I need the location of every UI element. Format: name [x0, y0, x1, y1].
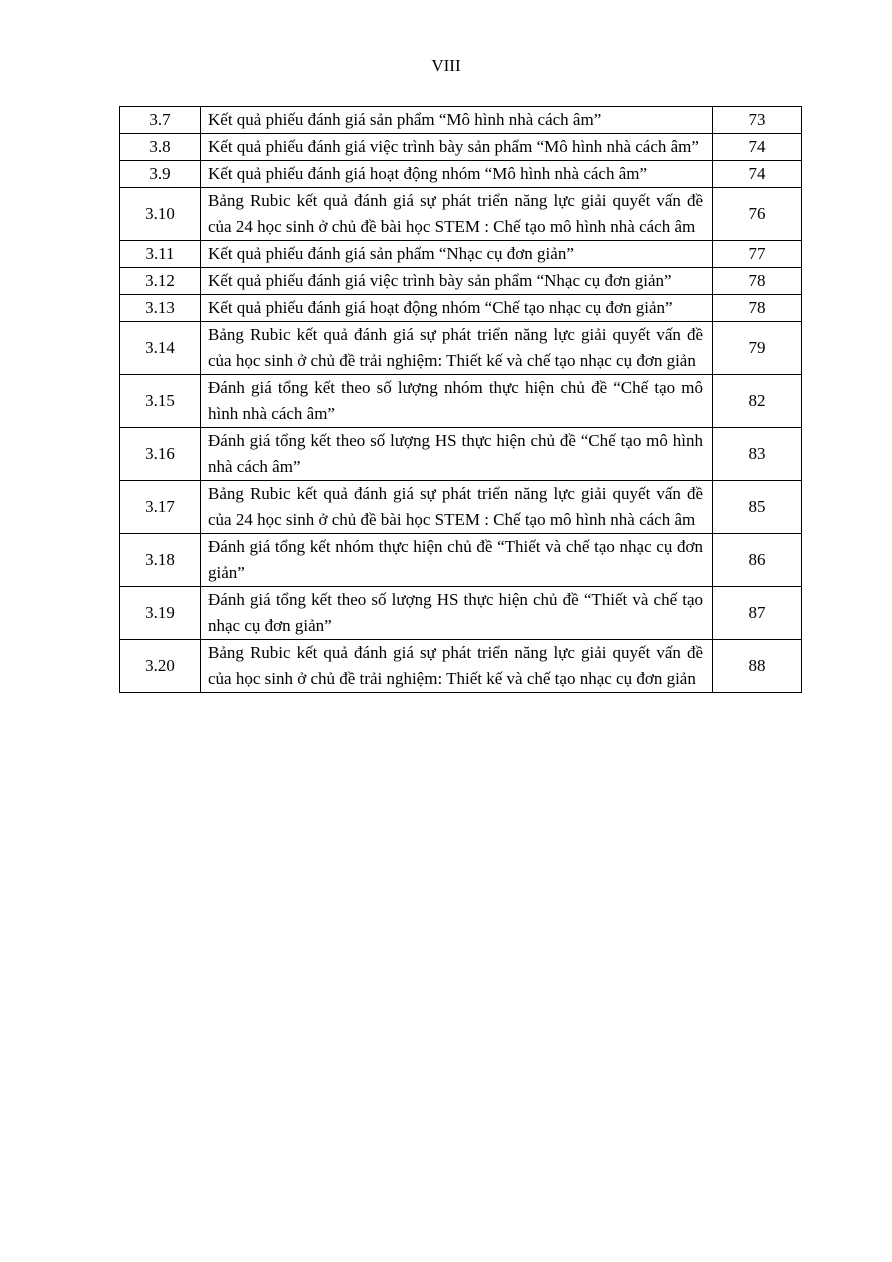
table-number: 3.19 — [120, 587, 201, 640]
table-title: Đánh giá tổng kết theo số lượng nhóm thực hiện chủ đề “Chế tạo mô hình nhà cách âm” — [201, 375, 713, 428]
table-row — [120, 295, 802, 322]
page-ref: 83 — [713, 428, 802, 481]
table-row — [120, 188, 802, 241]
table-row — [120, 640, 802, 693]
table-number: 3.7 — [120, 107, 201, 134]
page-ref: 74 — [713, 134, 802, 161]
table-row — [120, 268, 802, 295]
page-ref: 82 — [713, 375, 802, 428]
table-title: Kết quả phiếu đánh giá hoạt động nhóm “Chế tạo nhạc cụ đơn giản” — [201, 295, 713, 322]
table-title: Bảng Rubic kết quả đánh giá sự phát triển năng lực giải quyết vấn đề của học sinh ở chủ đề trải nghiệm: Thiết kế và chế tạo nhạc cụ đơn giản — [201, 322, 713, 375]
page-ref: 88 — [713, 640, 802, 693]
page-ref: 74 — [713, 161, 802, 188]
table-row — [120, 481, 802, 534]
page-number: VIII — [431, 56, 461, 75]
toc-body — [120, 107, 802, 693]
page-ref: 85 — [713, 481, 802, 534]
table-title: Kết quả phiếu đánh giá việc trình bày sản phẩm “Nhạc cụ đơn giản” — [201, 268, 713, 295]
page-ref: 76 — [713, 188, 802, 241]
table-of-contents — [119, 106, 802, 693]
table-number: 3.18 — [120, 534, 201, 587]
table-row — [120, 161, 802, 188]
table-title: Kết quả phiếu đánh giá việc trình bày sản phẩm “Mô hình nhà cách âm” — [201, 134, 713, 161]
page-ref: 73 — [713, 107, 802, 134]
page-ref: 79 — [713, 322, 802, 375]
table-title: Đánh giá tổng kết theo số lượng HS thực hiện chủ đề “Chế tạo mô hình nhà cách âm” — [201, 428, 713, 481]
table-row — [120, 428, 802, 481]
table-number: 3.9 — [120, 161, 201, 188]
table-title: Kết quả phiếu đánh giá sản phẩm “Mô hình nhà cách âm” — [201, 107, 713, 134]
table-title: Bảng Rubic kết quả đánh giá sự phát triển năng lực giải quyết vấn đề của 24 học sinh ở chủ đề bài học STEM : Chế tạo mô hình nhà cách âm — [201, 481, 713, 534]
table-row — [120, 587, 802, 640]
table-row — [120, 107, 802, 134]
table-title: Đánh giá tổng kết nhóm thực hiện chủ đề “Thiết và chế tạo nhạc cụ đơn giản” — [201, 534, 713, 587]
page-ref: 78 — [713, 295, 802, 322]
page-ref: 77 — [713, 241, 802, 268]
table-number: 3.10 — [120, 188, 201, 241]
page-ref: 78 — [713, 268, 802, 295]
page-ref: 86 — [713, 534, 802, 587]
table-row — [120, 241, 802, 268]
table-number: 3.13 — [120, 295, 201, 322]
table-number: 3.8 — [120, 134, 201, 161]
table-title: Bảng Rubic kết quả đánh giá sự phát triển năng lực giải quyết vấn đề của 24 học sinh ở chủ đề bài học STEM : Chế tạo mô hình nhà cách âm — [201, 188, 713, 241]
table-number: 3.17 — [120, 481, 201, 534]
table-number: 3.12 — [120, 268, 201, 295]
table-title: Bảng Rubic kết quả đánh giá sự phát triển năng lực giải quyết vấn đề của học sinh ở chủ đề trải nghiệm: Thiết kế và chế tạo nhạc cụ đơn giản — [201, 640, 713, 693]
table-row — [120, 134, 802, 161]
table-title: Kết quả phiếu đánh giá hoạt động nhóm “Mô hình nhà cách âm” — [201, 161, 713, 188]
table-row — [120, 534, 802, 587]
table-title: Đánh giá tổng kết theo số lượng HS thực hiện chủ đề “Thiết và chế tạo nhạc cụ đơn giản” — [201, 587, 713, 640]
table-number: 3.14 — [120, 322, 201, 375]
table-number: 3.20 — [120, 640, 201, 693]
table-number: 3.16 — [120, 428, 201, 481]
table-row — [120, 322, 802, 375]
table-number: 3.11 — [120, 241, 201, 268]
table-title: Kết quả phiếu đánh giá sản phẩm “Nhạc cụ đơn giản” — [201, 241, 713, 268]
page-ref: 87 — [713, 587, 802, 640]
table-row — [120, 375, 802, 428]
table-number: 3.15 — [120, 375, 201, 428]
